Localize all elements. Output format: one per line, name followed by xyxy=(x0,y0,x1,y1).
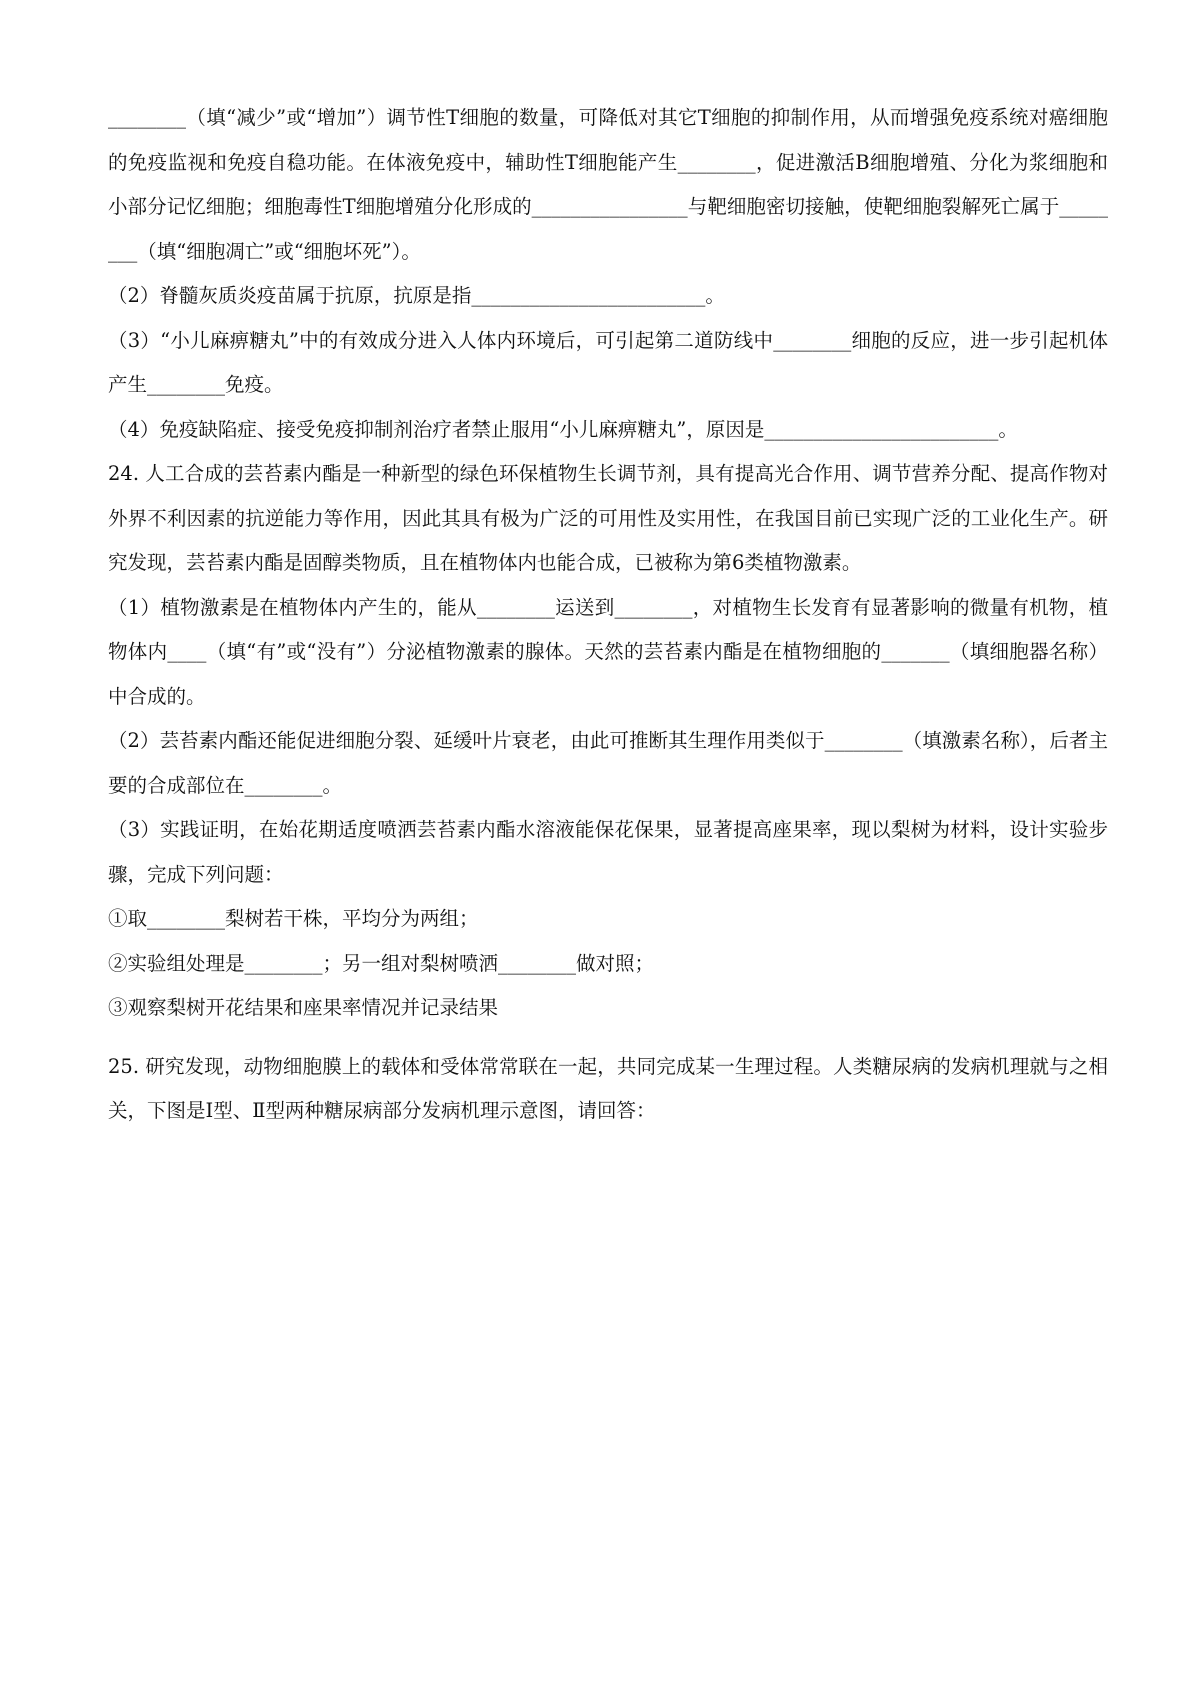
q24-part2-paragraph: （2）芸苔素内酯还能促进细胞分裂、延缓叶片衰老，由此可推断其生理作用类似于________（填激素名称），后者主要的合成部位在________。 xyxy=(108,729,1108,797)
q24-step1-paragraph: ①取________梨树若干株，平均分为两组； xyxy=(108,907,479,930)
q23-continuation-paragraph: ________（填“减少”或“增加”）调节性T细胞的数量，可降低对其它T细胞的抑制作用，从而增强免疫系统对癌细胞的免疫监视和免疫自稳功能。在体液免疫中，辅助性T细胞能产生________，促进激活B细胞增殖、分化为浆细胞和小部分记忆细胞；细胞毒性T细胞增殖分化形成的________________与靶细胞密切接触，使靶细胞裂解死亡属于________（填“细胞凋亡”或“细胞坏死”）。 xyxy=(108,106,1108,263)
q25-stem-paragraph: 25. 研究发现，动物细胞膜上的载体和受体常常联在一起，共同完成某一生理过程。人类糖尿病的发病机理就与之相关，下图是Ⅰ型、Ⅱ型两种糖尿病部分发病机理示意图，请回答： xyxy=(108,1054,1108,1122)
q24-step3-paragraph: ③观察梨树开花结果和座果率情况并记录结果 xyxy=(108,996,499,1019)
q24-part1-paragraph: （1）植物激素是在植物体内产生的，能从________运送到________，对植物生长发育有显著影响的微量有机物，植物体内____（填“有”或“没有”）分泌植物激素的腺体。天然的芸苔素内酯是在植物细胞的_______（填细胞器名称）中合成的。 xyxy=(108,595,1108,708)
q24-stem-paragraph: 24. 人工合成的芸苔素内酯是一种新型的绿色环保植物生长调节剂，具有提高光合作用、调节营养分配、提高作物对外界不利因素的抗逆能力等作用，因此其具有极为广泛的可用性及实用性，在我国目前已实现广泛的工业化生产。研究发现，芸苔素内酯是固醇类物质，且在植物体内也能合成，已被称为第6类植物激素。 xyxy=(108,462,1108,574)
q24-part3-paragraph: （3）实践证明，在始花期适度喷洒芸苔素内酯水溶液能保花保果，显著提高座果率，现以梨树为材料，设计实验步骤，完成下列问题： xyxy=(108,818,1108,886)
q24-step2-paragraph: ②实验组处理是________；另一组对梨树喷洒________做对照； xyxy=(108,951,655,975)
q23-part4-paragraph: （4）免疫缺陷症、接受免疫抑制剂治疗者禁止服用“小儿麻痹糖丸”，原因是________________________。 xyxy=(108,417,1018,441)
q23-part3-paragraph: （3）“小儿麻痹糖丸”中的有效成分进入人体内环境后，可引起第二道防线中________细胞的反应，进一步引起机体产生________免疫。 xyxy=(108,328,1108,396)
exam-page xyxy=(108,96,1108,1134)
q23-part2-paragraph: （2）脊髓灰质炎疫苗属于抗原，抗原是指________________________。 xyxy=(108,284,725,307)
